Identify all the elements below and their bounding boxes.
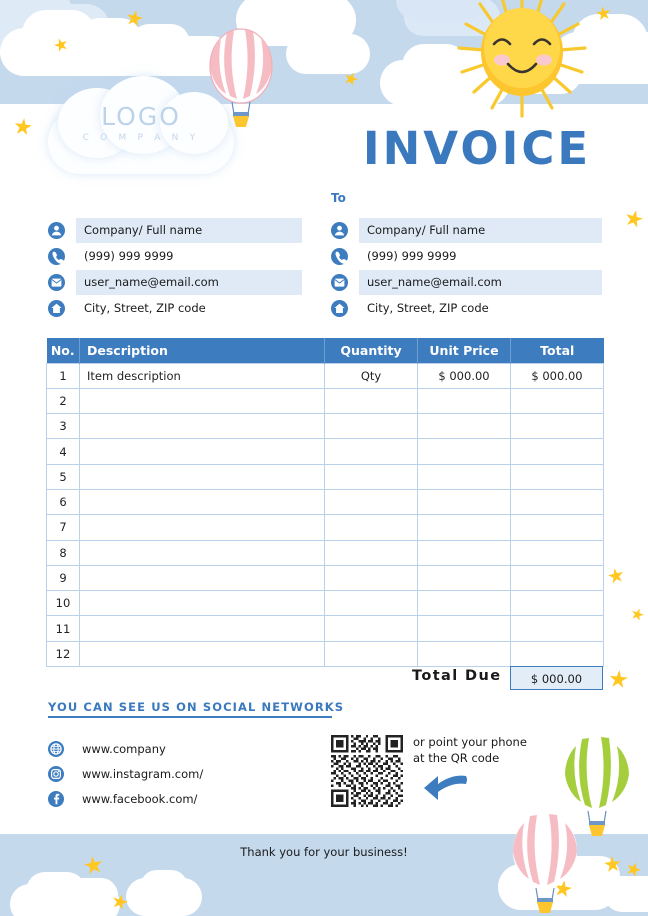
recipient-address-field[interactable]: City, Street, ZIP code [367, 301, 489, 315]
list-item[interactable] [48, 761, 203, 786]
logo-text: LOGO [101, 102, 181, 131]
contact-row[interactable] [331, 270, 602, 295]
recipient-phone-field[interactable]: (999) 999 9999 [367, 249, 457, 263]
table-cell-total[interactable] [511, 591, 604, 616]
table-cell-unit_price[interactable] [418, 439, 511, 464]
table-cell-no: 7 [47, 515, 80, 540]
cloud-decoration [604, 876, 648, 912]
table-cell-unit_price[interactable] [418, 641, 511, 666]
total-due-value[interactable]: $ 000.00 [510, 666, 603, 690]
table-row[interactable] [47, 641, 604, 666]
table-cell-no: 6 [47, 489, 80, 514]
table-row[interactable] [47, 363, 604, 388]
table-cell-total[interactable] [511, 489, 604, 514]
table-cell-description[interactable] [80, 616, 325, 641]
email-icon [48, 274, 65, 291]
sender-address-field[interactable]: City, Street, ZIP code [84, 301, 206, 315]
table-cell-description[interactable] [80, 464, 325, 489]
phone-icon [48, 248, 65, 265]
contact-row[interactable] [331, 218, 602, 243]
table-cell-quantity[interactable] [325, 591, 418, 616]
sender-name-field[interactable]: Company/ Full name [76, 218, 302, 243]
table-cell-description[interactable] [80, 641, 325, 666]
table-cell-quantity[interactable] [325, 565, 418, 590]
table-cell-description[interactable] [80, 414, 325, 439]
table-cell-quantity[interactable] [325, 414, 418, 439]
table-cell-no: 9 [47, 565, 80, 590]
table-header-description: Description [80, 338, 325, 363]
arrow-left-icon [410, 772, 468, 810]
to-label: To [331, 191, 346, 205]
table-cell-unit_price[interactable] [418, 414, 511, 439]
table-cell-quantity[interactable]: Qty [325, 363, 418, 388]
table-cell-quantity[interactable] [325, 515, 418, 540]
table-cell-no: 5 [47, 464, 80, 489]
table-row[interactable] [47, 515, 604, 540]
recipient-email-field[interactable]: user_name@email.com [359, 270, 602, 295]
table-cell-total[interactable] [511, 641, 604, 666]
table-cell-description[interactable] [80, 591, 325, 616]
table-header-quantity: Quantity [325, 338, 418, 363]
hot-air-balloon-pink-bottom [508, 810, 582, 916]
social-links-list [48, 736, 203, 811]
table-row[interactable] [47, 565, 604, 590]
qr-instruction-line2: at the QR code [413, 751, 500, 765]
home-icon [331, 300, 348, 317]
table-cell-unit_price[interactable]: $ 000.00 [418, 363, 511, 388]
table-cell-quantity[interactable] [325, 616, 418, 641]
table-header-no: No. [47, 338, 80, 363]
table-row[interactable] [47, 540, 604, 565]
table-cell-total[interactable] [511, 414, 604, 439]
table-cell-unit_price[interactable] [418, 515, 511, 540]
recipient-name-field[interactable]: Company/ Full name [359, 218, 602, 243]
list-item[interactable] [48, 786, 203, 811]
table-cell-unit_price[interactable] [418, 464, 511, 489]
sun-icon [452, 0, 592, 122]
instagram-icon [48, 766, 64, 782]
table-cell-description[interactable] [80, 515, 325, 540]
table-cell-description[interactable]: Item description [80, 363, 325, 388]
contact-row[interactable] [48, 270, 302, 295]
table-cell-total[interactable] [511, 616, 604, 641]
hot-air-balloon-pink-top [205, 26, 277, 134]
table-row[interactable] [47, 439, 604, 464]
contact-row[interactable] [331, 244, 602, 269]
table-cell-total[interactable]: $ 000.00 [511, 363, 604, 388]
table-cell-unit_price[interactable] [418, 616, 511, 641]
table-cell-description[interactable] [80, 540, 325, 565]
table-cell-no: 8 [47, 540, 80, 565]
table-header-total: Total [511, 338, 604, 363]
table-cell-no: 3 [47, 414, 80, 439]
table-cell-no: 4 [47, 439, 80, 464]
logo-subtitle: C O M P A N Y [82, 133, 200, 143]
list-item[interactable] [48, 736, 203, 761]
table-row[interactable] [47, 414, 604, 439]
table-row[interactable] [47, 591, 604, 616]
table-cell-no: 10 [47, 591, 80, 616]
table-cell-unit_price[interactable] [418, 540, 511, 565]
table-cell-description[interactable] [80, 388, 325, 413]
sender-contact-block [48, 218, 302, 322]
table-cell-quantity[interactable] [325, 641, 418, 666]
sender-phone-field[interactable]: (999) 999 9999 [84, 249, 174, 263]
table-row[interactable] [47, 489, 604, 514]
table-cell-unit_price[interactable] [418, 565, 511, 590]
globe-icon [48, 741, 64, 757]
user-icon [48, 222, 65, 239]
contact-row[interactable] [48, 218, 302, 243]
table-row[interactable] [47, 616, 604, 641]
table-cell-total[interactable] [511, 540, 604, 565]
table-cell-total[interactable] [511, 388, 604, 413]
contact-row[interactable] [48, 296, 302, 321]
user-icon [331, 222, 348, 239]
table-cell-quantity[interactable] [325, 489, 418, 514]
sender-email-field[interactable]: user_name@email.com [76, 270, 302, 295]
table-cell-description[interactable] [80, 565, 325, 590]
table-cell-unit_price[interactable] [418, 591, 511, 616]
total-due-label: Total Due [412, 668, 502, 684]
table-row[interactable] [47, 388, 604, 413]
table-row[interactable] [47, 464, 604, 489]
cloud-decoration [130, 24, 190, 62]
contact-row[interactable] [48, 244, 302, 269]
table-cell-description[interactable] [80, 439, 325, 464]
email-icon [331, 274, 348, 291]
table-cell-quantity[interactable] [325, 540, 418, 565]
social-divider [48, 716, 332, 718]
line-items-table [46, 338, 604, 667]
qr-code[interactable] [331, 735, 403, 807]
table-cell-no: 12 [47, 641, 80, 666]
home-icon [48, 300, 65, 317]
recipient-contact-block [331, 218, 602, 322]
qr-instruction [413, 734, 527, 766]
table-cell-quantity[interactable] [325, 464, 418, 489]
facebook-icon [48, 791, 64, 807]
cloud-decoration [286, 34, 370, 74]
social-heading: YOU CAN SEE US ON SOCIAL NETWORKS [48, 700, 345, 714]
social-link-instagram[interactable]: www.instagram.com/ [82, 766, 204, 781]
footer-thank-you: Thank you for your business! [240, 845, 408, 859]
social-link-facebook[interactable]: www.facebook.com/ [82, 791, 198, 806]
table-cell-quantity[interactable] [325, 439, 418, 464]
table-cell-no: 1 [47, 363, 80, 388]
table-header-row [47, 338, 604, 363]
page-title: INVOICE [362, 122, 592, 175]
cloud-decoration [66, 878, 118, 912]
table-cell-total[interactable] [511, 565, 604, 590]
table-cell-total[interactable] [511, 464, 604, 489]
table-cell-no: 2 [47, 388, 80, 413]
contact-row[interactable] [331, 296, 602, 321]
table-cell-description[interactable] [80, 489, 325, 514]
social-link-website[interactable]: www.company [82, 741, 166, 756]
table-cell-total[interactable] [511, 515, 604, 540]
table-cell-total[interactable] [511, 439, 604, 464]
table-cell-unit_price[interactable] [418, 489, 511, 514]
table-cell-quantity[interactable] [325, 388, 418, 413]
table-cell-unit_price[interactable] [418, 388, 511, 413]
phone-icon [331, 248, 348, 265]
qr-instruction-line1: or point your phone [413, 735, 527, 749]
table-header-unit-price: Unit Price [418, 338, 511, 363]
table-cell-no: 11 [47, 616, 80, 641]
cloud-decoration [140, 870, 188, 904]
